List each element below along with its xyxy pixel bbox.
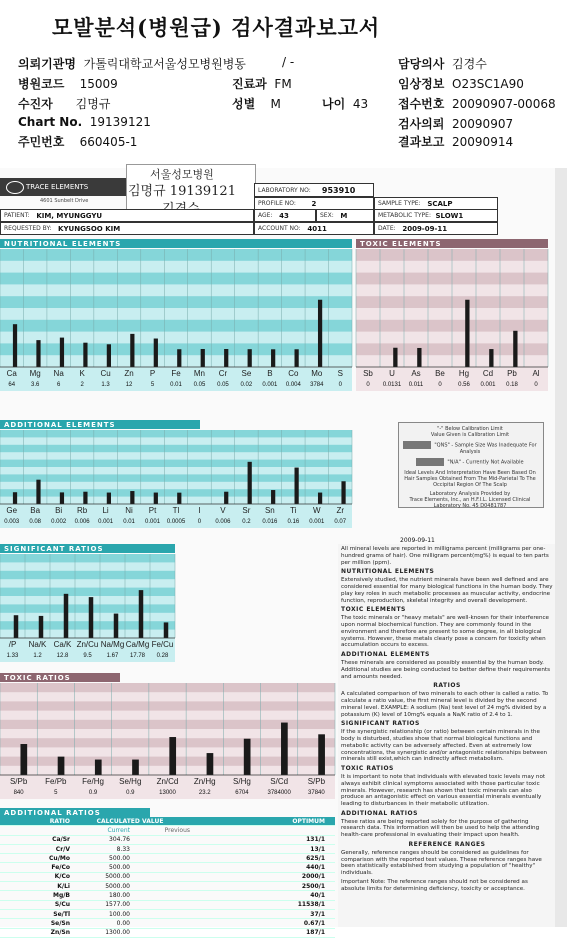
chart-bar	[465, 300, 469, 367]
chart-band	[0, 588, 175, 596]
table-cell: 180.00	[109, 892, 130, 900]
account-box: ACCOUNT NO: 4011	[254, 222, 374, 235]
chart-bar	[83, 492, 87, 504]
table-cell: Zn/Sn	[50, 929, 70, 937]
chart-value-label: 0.07	[334, 519, 347, 525]
sample-type-box: SAMPLE TYPE: SCALP	[374, 197, 498, 210]
chart-bar	[13, 492, 17, 504]
page-title: 모발분석(병원급) 검사결과보고서	[52, 15, 381, 40]
chart-category-label: Pt	[148, 506, 157, 515]
table-cell: Cu/Mo	[49, 854, 70, 862]
chart-value-label: 0.18	[506, 382, 518, 388]
chart-bar	[341, 481, 345, 504]
table-cell: K/Co	[54, 873, 70, 881]
chart-bar	[489, 349, 493, 367]
chart-bar	[164, 622, 169, 638]
field-receipt-no: 접수번호 20090907-00068	[398, 97, 556, 111]
chart-category-label: Li	[102, 506, 109, 515]
chart-value-label: 3784	[310, 382, 324, 388]
chart-bar	[130, 334, 134, 367]
chart-category-label: Fe/Cu	[151, 640, 174, 649]
chart-bar	[224, 349, 228, 367]
table-cell: 11538/1	[297, 901, 325, 909]
chart-value-label: 9.5	[83, 653, 92, 659]
chart-category-label: U	[389, 369, 395, 378]
chart-bar	[89, 597, 94, 638]
legend-swatch-na	[416, 458, 444, 466]
chart-bar	[295, 468, 299, 504]
chart-category-label: Zn/Cd	[156, 777, 179, 786]
chart-bar	[64, 594, 69, 638]
table-cell: K/Li	[57, 882, 70, 890]
table-row	[0, 845, 335, 854]
chart-value-label: 0.001	[309, 519, 325, 525]
ratio-table-header: RATIO CALCULATED VALUE OPTIMUM	[0, 817, 335, 826]
chart-category-label: Na	[53, 369, 64, 378]
field-chart-no: Chart No. 19139121	[18, 115, 151, 129]
chart-value-label: 0.05	[217, 382, 229, 388]
table-cell: S/Cu	[54, 901, 70, 909]
chart-bar	[107, 344, 111, 367]
section-toxic-ratios: TOXIC RATIOS	[0, 673, 120, 682]
chart-value-label: 0.28	[156, 653, 169, 659]
chart-category-label: Pb	[507, 369, 517, 378]
table-cell: 5000.00	[105, 873, 130, 881]
chart-band	[0, 296, 352, 308]
report-paper	[0, 168, 555, 937]
table-cell: 1300.00	[105, 929, 130, 937]
ratio-table-subheader: Current Previous	[0, 826, 335, 835]
table-cell: 304.76	[109, 836, 130, 844]
patient-box: PATIENT: KIM, MYUNGGYU	[0, 209, 254, 222]
chart-value-label: 0.2	[242, 519, 251, 525]
table-row	[0, 836, 335, 845]
chart-category-label: Zn/Hg	[193, 777, 216, 786]
legend-swatch-qns	[403, 441, 431, 449]
chart-value-label: 0.0005	[166, 519, 186, 525]
table-row	[0, 891, 335, 900]
chart-bar	[132, 760, 139, 775]
chart-bar	[393, 348, 397, 367]
chart-band	[0, 249, 352, 261]
chart-bar	[248, 349, 252, 367]
chart-category-label: Ba	[30, 506, 41, 515]
field-department: 진료과 FM	[232, 77, 292, 91]
chart-bar	[224, 492, 228, 504]
chart-band	[0, 343, 352, 355]
chart-category-label: W	[313, 506, 321, 515]
table-cell: 37/1	[310, 910, 325, 918]
chart-value-label: 1.67	[106, 653, 119, 659]
table-cell: 100.00	[109, 910, 130, 918]
chart-bar	[318, 493, 322, 504]
chart-bar	[107, 493, 111, 504]
field-doctor: 담당의사 김경수	[398, 57, 487, 71]
chart-category-label: Cr	[218, 369, 228, 378]
chart-band	[0, 460, 352, 467]
chart-bar	[169, 737, 176, 775]
table-row	[0, 873, 335, 882]
field-ward: / -	[282, 55, 295, 69]
chart-value-label: 0.56	[458, 382, 470, 388]
chart-bar	[36, 340, 40, 367]
legend-text: "-" Below Calibration Limit Value Given is Calibration Limit "QNS" - Sample Size Was Inadequate For Analysis "N/A" - Currently Not Available Ideal Levels And Interpretation Have Been Based On Hair Samples Obtained From The Mid-Parietal To The Occipital Region Of The Scalp Laboratory Analysis Provided by Trace Elements, Inc., an H.F.I.L. Licensed Clinical Laboratory No. 45 D0481787	[404, 426, 537, 509]
chart-category-label: Ca	[6, 369, 17, 378]
chart-bar	[281, 723, 288, 775]
chart-category-label: Tl	[172, 506, 180, 515]
chart-category-label: Cd	[482, 369, 494, 378]
chart-value-label: 0.9	[126, 790, 135, 796]
chart-category-label: S/Pb	[9, 777, 28, 786]
sex-box: SEX: M	[316, 209, 374, 222]
chart-category-label: Ge	[6, 506, 18, 515]
field-clinical-info: 임상정보 O23SC1A90	[398, 77, 524, 91]
chart-band	[0, 604, 175, 612]
chart-value-label: 0.001	[480, 382, 496, 388]
chart-value-label: 23.2	[198, 790, 211, 796]
chart-value-label: 0.002	[51, 519, 67, 525]
chart-value-label: 37840	[308, 790, 325, 796]
chart-category-label: Zn/Cu	[76, 640, 99, 649]
chart-category-label: Bi	[55, 506, 63, 515]
chart-bar	[248, 462, 252, 504]
chart-category-label: Ca/K	[53, 640, 72, 649]
chart-bar	[318, 300, 322, 367]
chart-bar	[177, 349, 181, 367]
chart-value-label: 0.006	[74, 519, 90, 525]
chart-category-label: Ti	[290, 506, 297, 515]
table-cell: Ca/Sr	[52, 836, 70, 844]
table-cell: 625/1	[306, 854, 325, 862]
requested-box: REQUESTED BY: KYUNGSOO KIM	[0, 222, 254, 235]
chart-category-label: Ca/Mg	[125, 640, 150, 649]
chart-value-label: 0.001	[98, 519, 114, 525]
chart-bar	[39, 616, 44, 638]
chart-bar	[60, 338, 64, 367]
table-row	[0, 882, 335, 891]
chart-value-label: 0.004	[285, 382, 301, 388]
chart-category-label: Mn	[193, 369, 206, 378]
chart-category-label: Na/K	[28, 640, 47, 649]
chart-value-label: 0	[338, 382, 342, 388]
chart-bar	[36, 480, 40, 504]
chart-bar	[14, 615, 19, 638]
section-significant: SIGNIFICANT RATIOS	[0, 544, 175, 553]
table-cell: 13/1	[310, 845, 325, 853]
chart-value-label: 0.16	[287, 519, 300, 525]
chart-category-label: Be	[435, 369, 445, 378]
table-cell: 1577.00	[105, 901, 130, 909]
chart-bar	[13, 324, 17, 367]
chart-band	[0, 554, 175, 562]
chart-value-label: 0.05	[193, 382, 206, 388]
chart-value-label: 0.011	[408, 382, 424, 388]
chart-bar	[271, 349, 275, 367]
chart-category-label: S	[337, 369, 343, 378]
table-cell: Se/Tl	[53, 910, 70, 918]
chart-band	[0, 621, 175, 629]
chart-bar	[207, 753, 214, 775]
chart-bar	[83, 343, 87, 367]
chart-bar	[58, 757, 65, 775]
table-cell: 40/1	[310, 892, 325, 900]
table-cell: 0.67/1	[303, 919, 325, 927]
field-report-date: 결과보고 20090914	[398, 135, 514, 149]
explanation-text: All mineral levels are reported in milligrams percent (milligrams per one-hundred grams of hair). One milligram percent(mg%) is equal to ten parts per million (ppm). NUTRITIONAL ELEMENTS Extensively studied, the nutrient minerals have been well defined and are considered essential for many biological functions in the human body. They play key roles in such metabolic processes as muscular activity, endocrine function, reproduction, skeletal integrity and overall development. TOXIC ELEMENTS The toxic minerals or "heavy metals" are well-known for their interference upon normal biochemical function. They are commonly found in the environment and therefore are present to some degree, in all biological systems. However, these metals clearly pose a concern for toxicity when accumulation occurs to excess. ADDITIONAL ELEMENTS These minerals are considered as possibly essential by the human body. Additional studies are being conducted to better define their requirements and amounts needed. RATIOS A calculated comparison of two minerals to each other is called a ratio. To calculate a ratio value, the first mineral level is divided by the second mineral level. EXAMPLE: A sodium (Na) test level of 24 mg% divided by a potassium (K) level of 10mg% equals a Na/K ratio of 2.4 to 1. SIGNIFICANT RATIOS If the synergistic relationship (or ratio) between certain minerals in the body is disturbed, studies show that normal biological functions and metabolic activity can be adversely affected. Even at extremely low concentrations, the synergistic and/or antagonistic relationships between minerals still exist,which can indirectly affect metabolism. TOXIC RATIOS It is important to note that individuals with elevated toxic levels may not always exhibit clinical symptoms associated with those particular toxic minerals. However, research has shown that toxic minerals can also produce an antagonistic effect on various essential minerals eventually leading to disturbances in their metabolic utilization. ADDITIONAL RATIOS These ratios are being reported solely for the purpose of gathering research data. This information will then be used to help the attending health-care professional in evaluating their impact upon health. REFERENCE RANGES Generally, reference ranges should be considered as guidelines for comparison with the reported test values. These reference ranges have been statistically established from studying a population of "healthy" individuals. Important Note: The reference ranges should not be considered as absolute limits for determining deficiency, toxicity or acceptance.	[341, 546, 553, 892]
section-additional: ADDITIONAL ELEMENTS	[0, 420, 200, 429]
chart-value-label: 0.01	[170, 382, 182, 388]
chart-category-label: Sn	[264, 506, 275, 515]
chart-value-label: 2	[80, 382, 84, 388]
section-additional-ratios: ADDITIONAL RATIOS	[0, 808, 150, 817]
chart-category-label: Sr	[242, 506, 251, 515]
chart-band	[0, 320, 352, 332]
chart-category-label: Hg	[458, 369, 470, 378]
chart-bar	[244, 739, 251, 775]
chart-value-label: 0.9	[88, 790, 98, 796]
table-cell: Fe/Co	[51, 864, 70, 872]
table-cell: 500.00	[109, 864, 130, 872]
chart-value-label: 0	[197, 519, 202, 525]
chart-value-label: 0.01	[123, 519, 135, 525]
chart-value-label: 840	[13, 790, 24, 796]
chart-category-label: Fe/Pb	[45, 777, 67, 786]
field-patient: 수진자 김명규	[18, 97, 111, 111]
chart-value-label: 0.006	[215, 519, 231, 525]
chart-category-label: Mo	[311, 369, 323, 378]
table-cell: Cr/V	[55, 845, 70, 853]
table-row	[0, 910, 335, 919]
chart-bar	[513, 331, 517, 367]
chart-bar	[154, 493, 158, 504]
age-box: AGE: 43	[254, 209, 316, 222]
chart-category-label: Fe/Hg	[82, 777, 104, 786]
chart-value-label: 0.02	[240, 382, 253, 388]
section-toxic: TOXIC ELEMENTS	[356, 239, 548, 248]
chart-value-label: 5	[54, 790, 58, 796]
field-resident-no: 주민번호 660405-1	[18, 135, 138, 149]
chart-bar	[271, 490, 275, 504]
table-cell: 5000.00	[105, 882, 130, 890]
table-cell: 440/1	[306, 864, 325, 872]
date-box: DATE: 2009-09-11	[374, 222, 498, 235]
report-date-secondary: 2009-09-11	[400, 537, 435, 544]
chart-category-label: S/Cd	[270, 777, 289, 786]
chart-bar	[295, 349, 299, 367]
handwritten-patient: 김명규 19139121	[128, 184, 236, 199]
field-hospital-code: 병원코드 15009	[18, 77, 118, 91]
handwritten-hospital: 서울성모병원	[150, 168, 214, 181]
chart-category-label: Mg	[29, 369, 41, 378]
chart-category-label: Se/Hg	[119, 777, 142, 786]
chart-category-label: Co	[288, 369, 299, 378]
chart-band	[0, 571, 175, 579]
chart-value-label: 64	[8, 382, 16, 388]
lab-address: 4601 Sunbelt Drive	[40, 198, 89, 204]
chart-value-label: 12.8	[56, 653, 69, 659]
table-row	[0, 901, 335, 910]
chart-value-label: 0	[366, 382, 370, 388]
chart-category-label: Se	[241, 369, 252, 378]
chart-category-label: P	[149, 369, 156, 378]
table-cell: 187/1	[306, 929, 325, 937]
chart-value-label: 6	[56, 382, 61, 388]
table-row	[0, 929, 335, 938]
chart-bar	[20, 744, 27, 775]
table-row	[0, 863, 335, 872]
table-cell: 2000/1	[301, 873, 325, 881]
lab-logo-strip: TRACE ELEMENTS	[0, 178, 130, 196]
chart-category-label: Zr	[336, 506, 345, 515]
chart-value-label: 3784000	[267, 790, 291, 796]
table-row	[0, 919, 335, 928]
additional-ratio-table	[0, 817, 335, 938]
chart-value-label: 0.016	[262, 519, 278, 525]
chart-value-label: 6704	[235, 790, 249, 796]
chart-bar	[154, 339, 158, 367]
chart-bar	[201, 349, 205, 367]
chart-category-label: Na/Mg	[100, 640, 125, 649]
chart-value-label: 0	[438, 382, 442, 388]
table-cell: Se/Sn	[50, 919, 70, 927]
field-requester: 의뢰기관명 가톨릭대학교서울성모병원병동	[18, 57, 246, 71]
chart-category-label: V	[220, 506, 226, 515]
chart-category-label: K	[79, 369, 85, 378]
chart-category-label: Fe	[171, 369, 181, 378]
chart-category-label: I	[198, 506, 201, 515]
chart-band	[0, 489, 352, 496]
chart-value-label: 0.08	[29, 519, 42, 525]
chart-value-label: 1.33	[6, 653, 19, 659]
table-row	[0, 854, 335, 863]
scanned-report	[0, 168, 567, 937]
chart-value-label: 0	[534, 382, 538, 388]
chart-bar	[95, 760, 102, 775]
chart-band	[0, 701, 335, 710]
chart-value-label: 0.003	[4, 519, 20, 525]
chart-bar	[318, 734, 325, 775]
chart-category-label: Rb	[77, 506, 88, 515]
chart-category-label: Zn	[124, 369, 134, 378]
metabolic-box: METABOLIC TYPE: SLOW1	[374, 209, 498, 222]
table-cell: 0.00	[116, 919, 130, 927]
chart-value-label: 0.0131	[382, 382, 402, 388]
chart-value-label: 13000	[159, 790, 176, 796]
table-cell: Mg/B	[52, 892, 70, 900]
chart-bar	[417, 348, 421, 367]
chart-value-label: 0.001	[145, 519, 161, 525]
chart-band	[0, 445, 352, 452]
chart-bar	[114, 614, 119, 638]
chart-bar	[60, 492, 64, 504]
chart-value-label: 5	[150, 382, 155, 388]
chart-band	[0, 430, 352, 437]
field-sex: 성별 M	[232, 97, 281, 111]
chart-category-label: Cu	[100, 369, 111, 378]
chart-category-label: /P	[8, 640, 17, 649]
chart-category-label: S/Pb	[307, 777, 326, 786]
chart-value-label: 12	[125, 382, 133, 388]
chart-value-label: 1.3	[101, 382, 110, 388]
lab-no-box: LABORATORY NO: 953910	[254, 183, 374, 197]
chart-category-label: Al	[532, 369, 540, 378]
chart-bar	[139, 590, 144, 638]
table-cell: 2500/1	[301, 882, 325, 890]
profile-no-box: PROFILE NO: 2	[254, 197, 374, 210]
chart-value-label: 0.001	[262, 382, 278, 388]
chart-category-label: Ni	[125, 506, 133, 515]
chart-value-label: 1.2	[33, 653, 42, 659]
chart-value-label: 17.78	[129, 653, 146, 659]
section-nutritional: NUTRITIONAL ELEMENTS	[0, 239, 352, 248]
table-cell: 131/1	[306, 836, 325, 844]
chart-bar	[130, 491, 134, 504]
chart-category-label: As	[411, 369, 421, 378]
chart-category-label: B	[267, 369, 273, 378]
table-cell: 500.00	[109, 854, 130, 862]
chart-band	[0, 273, 352, 285]
chart-category-label: Sb	[363, 369, 373, 378]
chart-band	[0, 474, 352, 481]
field-request-date: 검사의뢰 20090907	[398, 117, 514, 131]
chart-band	[0, 683, 335, 692]
field-age: 나이 43	[322, 97, 369, 111]
chart-category-label: S/Hg	[233, 777, 251, 786]
chart-bar	[177, 493, 181, 504]
report-header	[0, 0, 567, 168]
table-cell: 8.33	[116, 845, 130, 853]
chart-value-label: 3.6	[31, 382, 40, 388]
